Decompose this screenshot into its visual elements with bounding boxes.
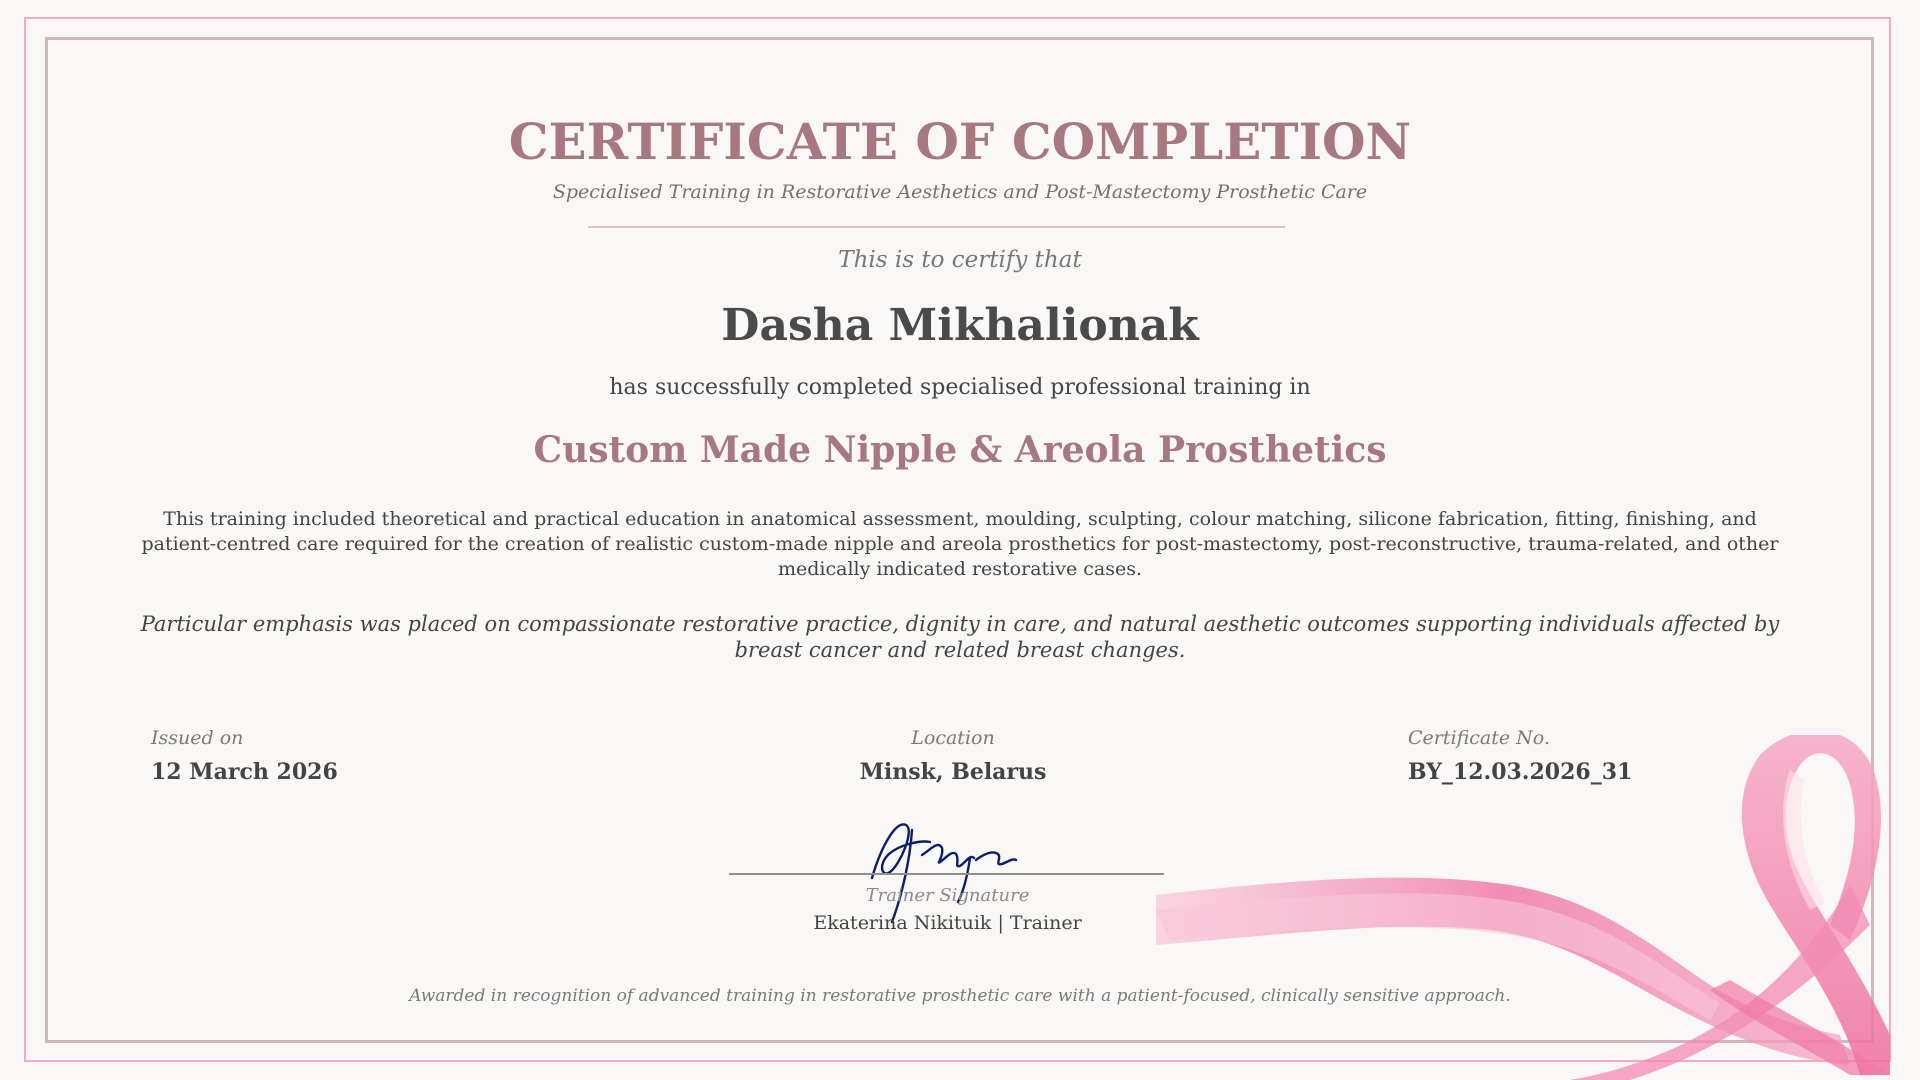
location-value: Minsk, Belarus xyxy=(859,759,1047,785)
title-divider xyxy=(588,226,1285,228)
certificate-number: BY_12.03.2026_31 xyxy=(1408,759,1633,785)
certificate-subtitle: Specialised Training in Restorative Aesthetics and Post-Mastectomy Prosthetic Care xyxy=(552,181,1368,203)
certificate-title: CERTIFICATE OF COMPLETION xyxy=(508,112,1412,171)
signature-line xyxy=(729,873,1164,875)
issued-date: 12 March 2026 xyxy=(151,759,338,785)
completed-text: has successfully completed specialised professional training in xyxy=(609,375,1311,400)
trainer-name: Ekaterina Nikituik | Trainer xyxy=(813,912,1082,934)
certificate-number-label: Certificate No. xyxy=(1408,727,1550,749)
signature-label: Trainer Signature xyxy=(865,885,1030,906)
recipient-name: Dasha Mikhalionak xyxy=(721,300,1199,351)
footer-note: Awarded in recognition of advanced training in restorative prosthetic care with a patient-focused, clinically sensitive approach. xyxy=(409,986,1511,1006)
training-emphasis: Particular emphasis was placed on compassionate restorative practice, dignity in care, and natural aesthetic outcomes supporting individuals affected by breast cancer and related breast changes. xyxy=(140,612,1780,662)
course-name: Custom Made Nipple & Areola Prosthetics xyxy=(533,429,1387,471)
trainer-signature-image xyxy=(860,810,1060,925)
pink-ribbon-icon xyxy=(1150,735,1890,1080)
certify-text: This is to certify that xyxy=(838,247,1082,273)
issued-label: Issued on xyxy=(151,727,244,749)
training-description: This training included theoretical and practical education in anatomical assessment, moulding, sculpting, colour matching, silicone fabrication, fitting, finishing, and patient-centred care required for the creation of realistic custom-made nipple and areola prosthetics for post-mastectomy, post-reconstructive, trauma-related, and other medically indicated restorative cases. xyxy=(141,508,1779,580)
location-label: Location xyxy=(911,727,995,749)
